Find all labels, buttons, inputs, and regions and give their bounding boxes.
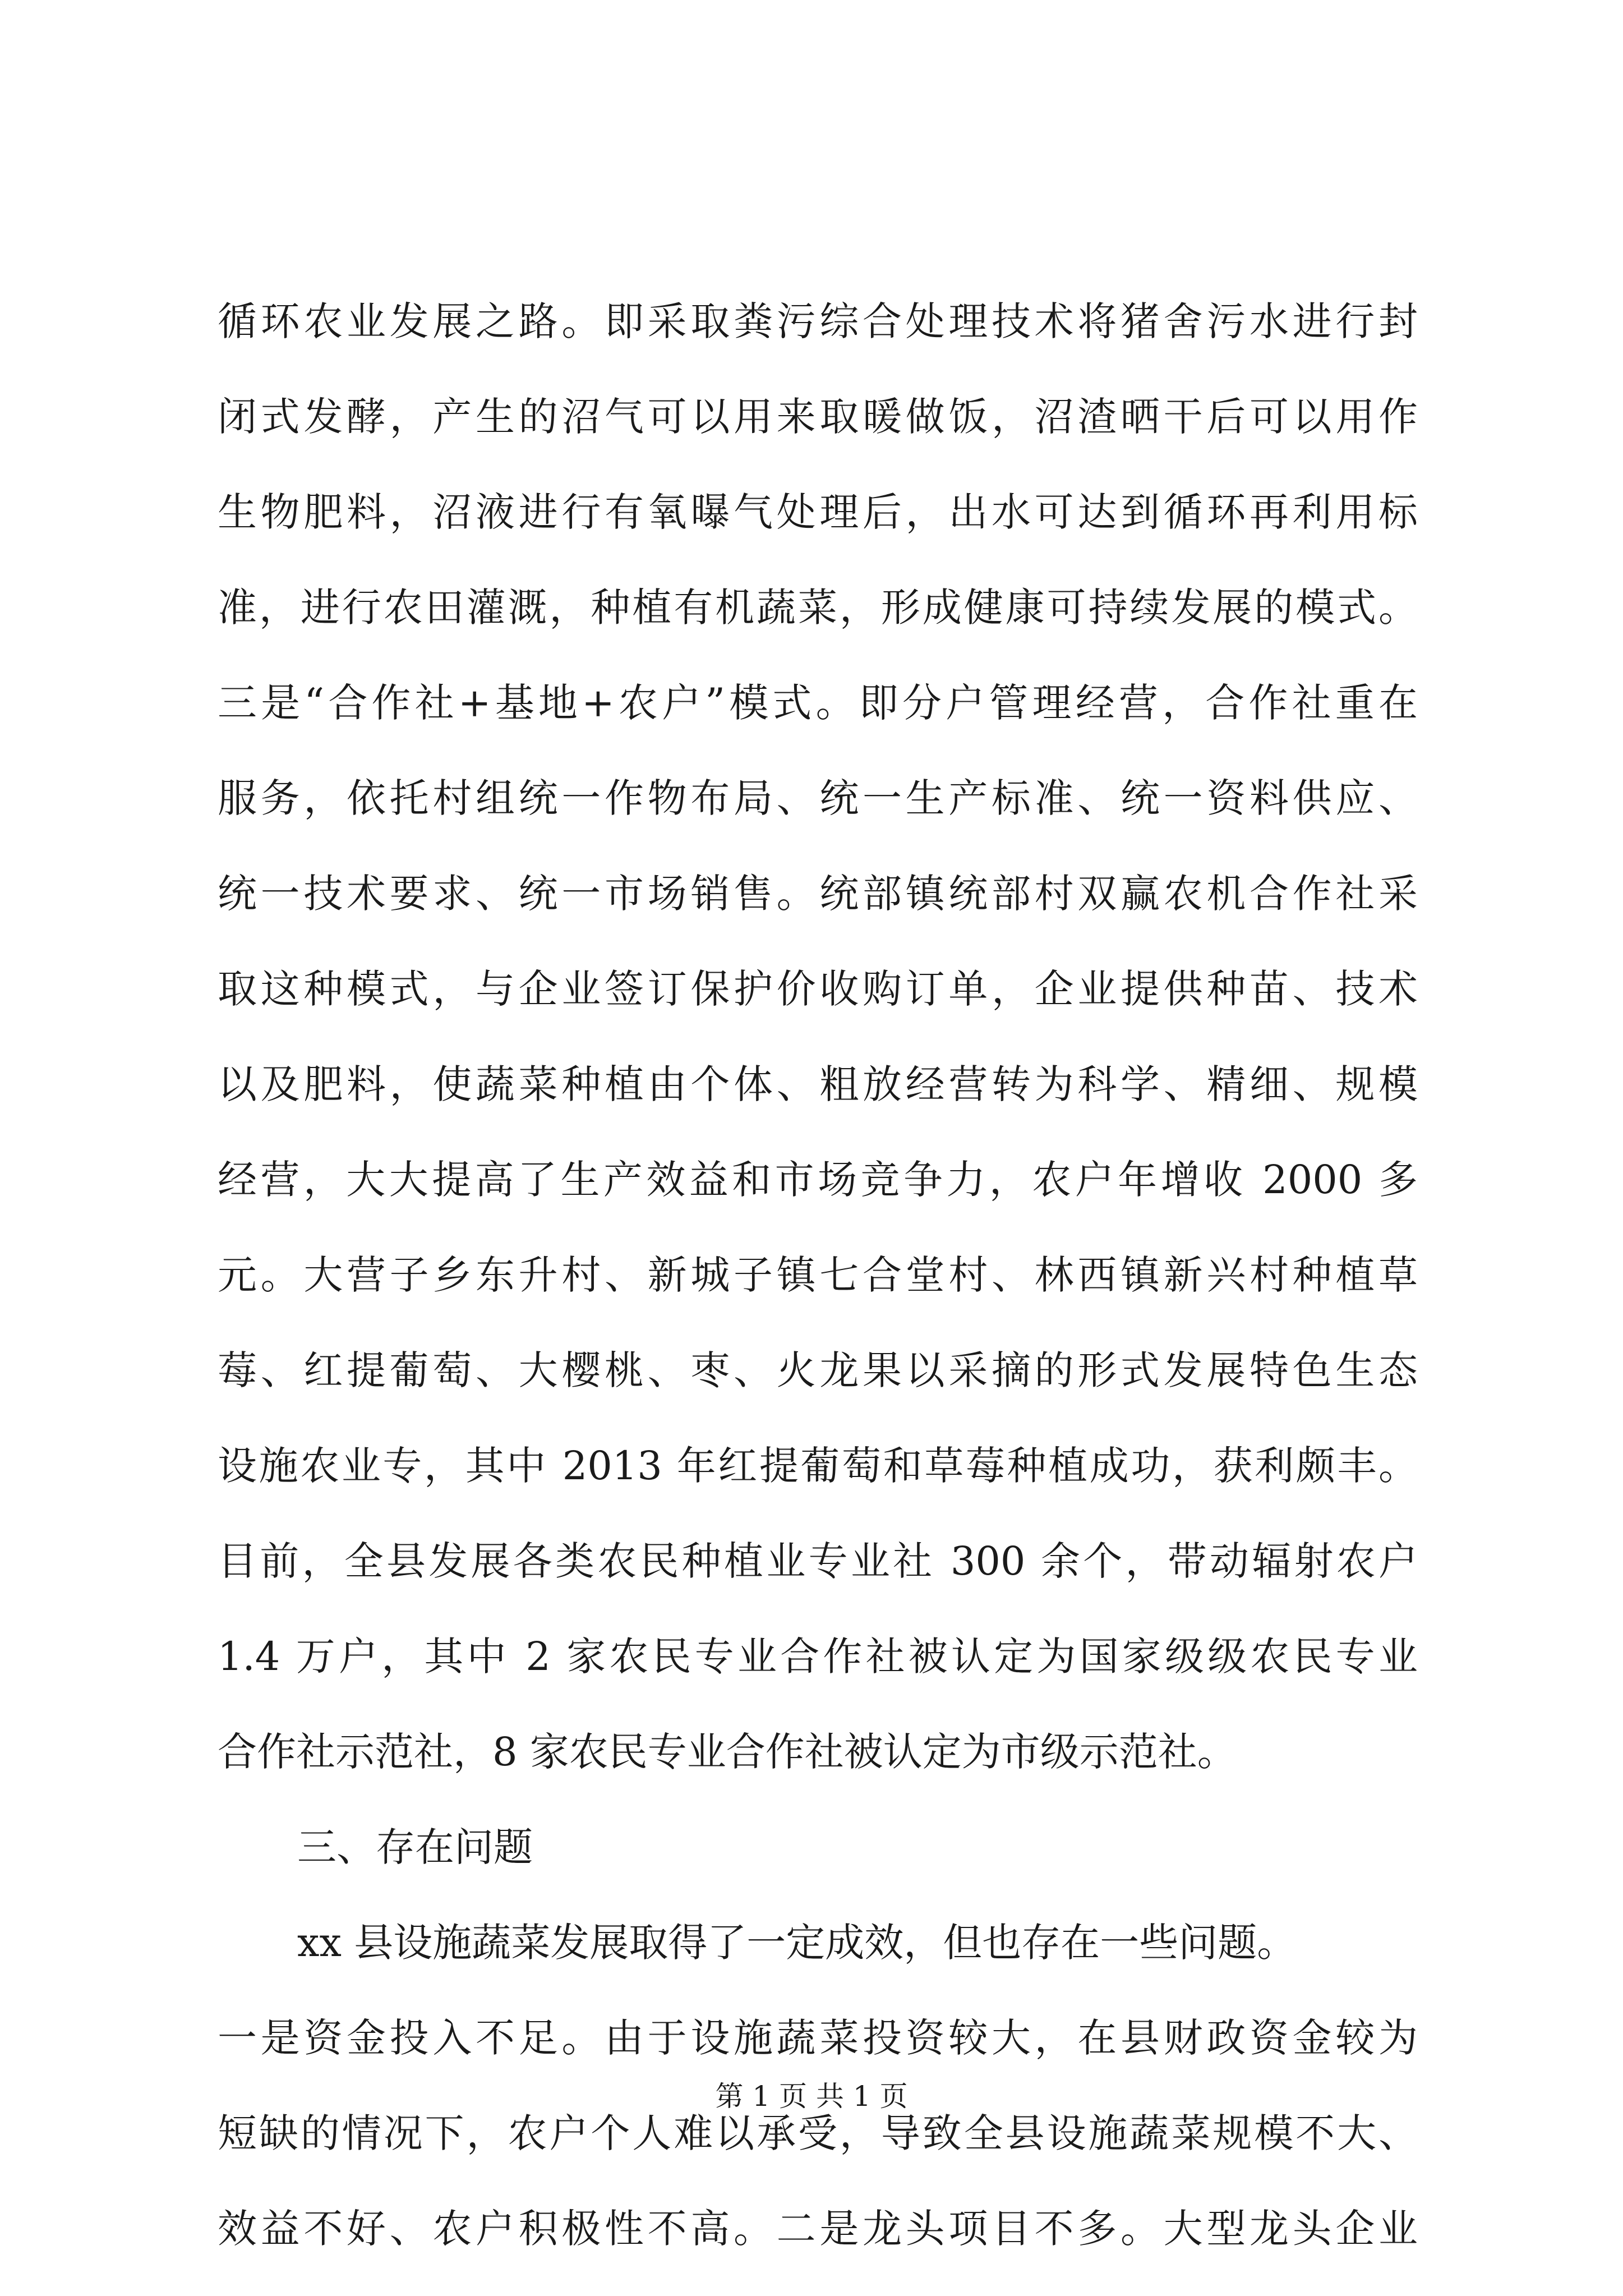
text-line: 服务，依托村组统一作物布局、统一生产标准、统一资料供应、 — [218, 775, 1418, 821]
text-line: 以及肥料，使蔬菜种植由个体、粗放经营转为科学、精细、规模 — [218, 1061, 1418, 1107]
page-number-label: 第 1 页 共 1 页 — [715, 2080, 908, 2113]
text-line: 目前，全县发展各类农民种植业专业社 300 余个，带动辐射农户 — [218, 1538, 1418, 1584]
page-footer — [0, 2077, 1623, 2116]
section-heading: 三、存在问题 — [297, 1824, 533, 1870]
text-line: 元。大营子乡东升村、新城子镇七合堂村、林西镇新兴村种植草 — [218, 1252, 1418, 1298]
text-line: 1.4 万户，其中 2 家农民专业合作社被认定为国家级级农民专业 — [218, 1634, 1418, 1680]
text-line: 经营，大大提高了生产效益和市场竞争力，农户年增收 2000 多 — [218, 1157, 1418, 1203]
text-line: 设施农业专，其中 2013 年红提葡萄和草莓种植成功，获利颇丰。 — [218, 1443, 1418, 1489]
text-line: 循环农业发展之路。即采取粪污综合处理技术将猪舍污水进行封 — [218, 298, 1418, 344]
text-line: 三是“合作社+基地+农户”模式。即分户管理经营，合作社重在 — [218, 680, 1418, 726]
text-line: 生物肥料，沼液进行有氧曝气处理后，出水可达到循环再利用标 — [218, 489, 1418, 535]
text-line: 合作社示范社，8 家农民专业合作社被认定为市级示范社。 — [218, 1729, 1237, 1775]
text-line: 效益不好、农户积极性不高。二是龙头项目不多。大型龙头企业 — [218, 2206, 1418, 2252]
body-text — [218, 274, 1418, 2276]
text-line: 准，进行农田灌溉，种植有机蔬菜，形成健康可持续发展的模式。 — [218, 585, 1418, 631]
text-line: 短缺的情况下，农户个人难以承受，导致全县设施蔬菜规模不大、 — [218, 2110, 1418, 2156]
text-line: 取这种模式，与企业签订保护价收购订单，企业提供种苗、技术 — [218, 966, 1418, 1012]
text-line: xx 县设施蔬菜发展取得了一定成效，但也存在一些问题。 — [297, 1920, 1297, 1966]
text-line: 统一技术要求、统一市场销售。统部镇统部村双赢农机合作社采 — [218, 871, 1418, 917]
text-line: 闭式发酵，产生的沼气可以用来取暖做饭，沼渣晒干后可以用作 — [218, 394, 1418, 440]
text-line: 一是资金投入不足。由于设施蔬菜投资较大，在县财政资金较为 — [218, 2015, 1418, 2061]
text-line: 莓、红提葡萄、大樱桃、枣、火龙果以采摘的形式发展特色生态 — [218, 1347, 1418, 1393]
